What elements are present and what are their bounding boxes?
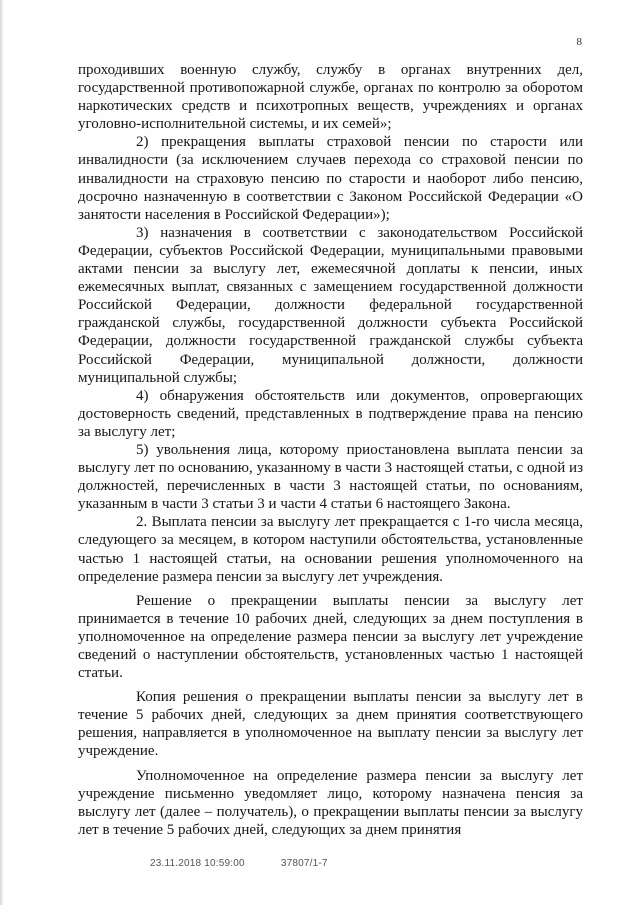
paragraph-2: 2) прекращения выплаты страховой пенсии по старости или инвалидности (за исключением случаев перехода со страховой пенсии по инвалидности на страховую пенсию по старости и наоборот либо пенсию, досрочно назначенную в соответствии с Законом Российской Федерации «О занятости населения в Российской Федерации»); [78, 134, 583, 223]
scan-edge [0, 0, 3, 905]
paragraph-3: 3) назначения в соответствии с законодательством Российской Федерации, субъектов Российской Федерации, муниципальными правовыми актами пенсии за выслугу лет, ежемесячной доплаты к пенсии, иных ежемесячных выплат, связанных с замещением государственной должности Российской Федерации, должности федеральной государственной гражданской службы, государственной должности субъекта Российской Федерации, должности государственной гражданской службы субъекта Российской Федерации, муниципальной должности, должности муниципальной службы; [78, 224, 583, 386]
paragraph-5: 5) увольнения лица, которому приостановлена выплата пенсии за выслугу лет по основанию, указанному в части 3 настоящей статьи, с одной из должностей, перечисленных в части 3 настоящей статьи, по основаниям, указанным в части 3 статьи 3 и части 4 статьи 6 настоящего Закона. [78, 441, 583, 513]
paragraph-8: Копия решения о прекращении выплаты пенсии за выслугу лет в течение 5 рабочих дней, следующих за днем принятия соответствующего решения, направляется в уполномоченное на выплату пенсии за выслугу лет учреждение. [78, 689, 583, 760]
paragraph-4: 4) обнаружения обстоятельств или документов, опровергающих достоверность сведений, представленных в подтверждение права на пенсию за выслугу лет; [78, 387, 583, 440]
document-body [78, 61, 583, 839]
page-number: 8 [576, 36, 582, 48]
paragraph-7: Решение о прекращении выплаты пенсии за выслугу лет принимается в течение 10 рабочих дней, следующих за днем поступления в уполномоченное на определение размера пенсии за выслугу лет учреждение сведений о наступлении обстоятельств, установленных частью 1 настоящей статьи. [78, 592, 583, 682]
footer-timestamp: 23.11.2018 10:59:00 [150, 858, 245, 869]
footer-doc-id: 37807/1-7 [280, 858, 328, 869]
paragraph-6: 2. Выплата пенсии за выслугу лет прекращается с 1-го числа месяца, следующего за месяцем, в котором наступили обстоятельства, установленные частью 1 настоящей статьи, на основании решения уполномоченного на определение размера пенсии за выслугу лет учреждения. [78, 514, 583, 585]
paragraph-1: проходивших военную службу, службу в органах внутренних дел, государственной противопожарной службе, органах по контролю за оборотом наркотических средств и психотропных веществ, учреждениях и органах уголовно-исполнительной системы, и их семей»; [78, 62, 583, 133]
paragraph-9: Уполномоченное на определение размера пенсии за выслугу лет учреждение письменно уведомляет лицо, которому назначена пенсия за выслугу лет (далее – получатель), о прекращении выплаты пенсии за выслугу лет в течение 5 рабочих дней, следующих за днем принятия [78, 767, 583, 838]
footer-stamp [150, 858, 328, 869]
